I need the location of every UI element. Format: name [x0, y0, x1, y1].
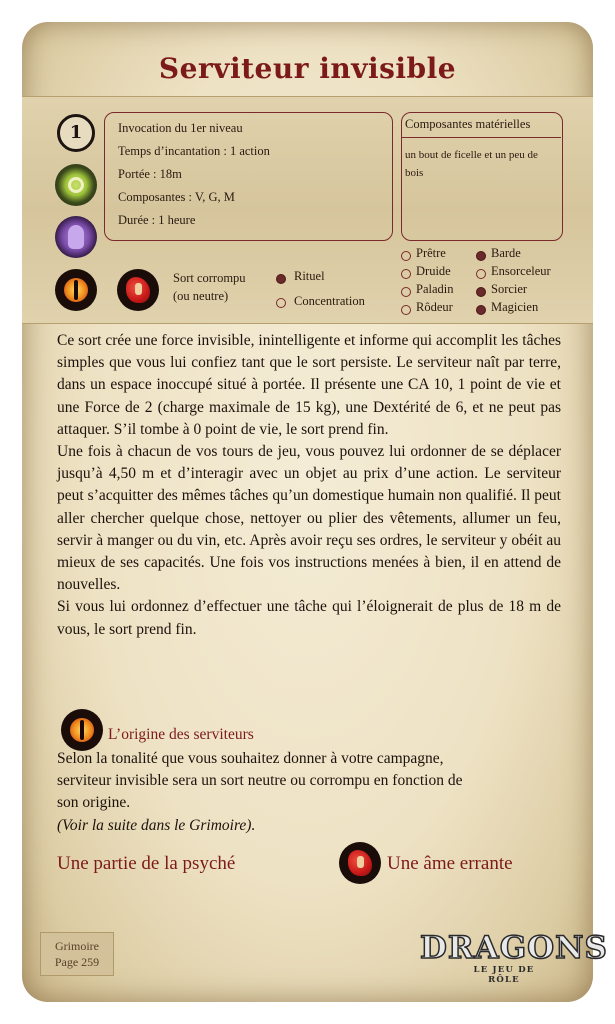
neutral-hand-icon	[117, 269, 159, 311]
class-label-magicien: Magicien	[491, 300, 539, 314]
class-dot-druide	[401, 269, 411, 279]
origin-title: L’origine des serviteurs	[108, 726, 254, 743]
spell-title: Serviteur invisible	[158, 52, 457, 85]
description-paragraph: Ce sort crée une force invisible, inintelligente et informe qui accomplit les tâches simples que vous lui confiez tant que le sort persiste. Le serviteur naît par terre, dans un espace inoccupé situé à portée. Il présente une CA 10, 1 point de vie et une Force de 2 (charge maximale de 15 kg), une Dextérité de 6, et ne peut pas attaquer. S’il tombe à 0 point de vie, le sort prend fin.	[57, 332, 561, 438]
class-label-rodeur: Rôdeur	[416, 300, 453, 314]
origin-note: (Voir la suite dans le Grimoire).	[57, 816, 256, 834]
class-label-barde: Barde	[491, 246, 521, 260]
school-level: Invocation du 1er niveau	[118, 121, 243, 135]
grimoire-reference	[40, 932, 114, 976]
origin-text	[57, 748, 477, 837]
class-dot-rodeur	[401, 305, 411, 315]
errant-soul-icon	[339, 842, 381, 884]
class-label-druide: Druide	[416, 264, 451, 278]
material-title: Composantes matérielles	[405, 117, 531, 131]
class-dot-barde	[476, 251, 486, 261]
level-badge: 1	[57, 114, 95, 152]
corrupt-eye-icon	[55, 269, 97, 311]
origin-body: Selon la tonalité que vous souhaitez donner à votre campagne, serviteur invisible sera un sort neutre ou corrompu en fonction de son origine.	[57, 750, 463, 812]
class-label-paladin: Paladin	[416, 282, 454, 296]
class-dot-magicien	[476, 305, 486, 315]
material-text: un bout de ficelle et un peu de bois	[405, 149, 538, 179]
description-paragraph: Une fois à chacun de vos tours de jeu, vous pouvez lui ordonner de se déplacer jusqu’à 4,50 m et d’interagir avec un objet au prix d’une action. Le serviteur peut s’acquitter des mêmes tâches qu’un domestique humain non qualifié. Il peut aller chercher quelque chose, nettoyer ou plier des vêtements, allumer un feu, servir à manger ou du vin, etc. Après avoir reçu ses ordres, le serviteur y obéit au mieux de ses capacités. Une fois vos instructions menées à bien, il en attend de nouvelles.	[57, 443, 561, 594]
ritual-dot	[276, 274, 286, 284]
class-dot-paladin	[401, 287, 411, 297]
class-dot-ensorceleur	[476, 269, 486, 279]
logo-main-text: DRAGONS	[420, 930, 608, 966]
corrupt-origin-label: Une âme errante	[387, 853, 513, 874]
components: Composantes : V, G, M	[118, 190, 235, 204]
duration: Durée : 1 heure	[118, 213, 196, 227]
class-dot-sorcier	[476, 287, 486, 297]
class-label-pretre: Prêtre	[416, 246, 446, 260]
class-dot-pretre	[401, 251, 411, 261]
casting-time: Temps d’incantation : 1 action	[118, 144, 270, 158]
spell-description	[57, 330, 561, 641]
origin-eye-icon	[61, 709, 103, 751]
corrupt-label: Sort corrompu	[173, 271, 246, 285]
corrupt-sub-label: (ou neutre)	[173, 289, 229, 303]
logo-sub-text: LE JEU DE RÔLE	[473, 965, 535, 985]
concentration-label: Concentration	[294, 294, 365, 308]
material-divider	[401, 137, 561, 138]
concentration-dot	[276, 298, 286, 308]
range: Portée : 18m	[118, 167, 182, 181]
class-label-sorcier: Sorcier	[491, 282, 528, 296]
grimoire-label: Grimoire	[55, 939, 99, 953]
dragons-logo	[420, 930, 608, 985]
grimoire-page: Page 259	[54, 955, 100, 969]
ritual-label: Rituel	[294, 269, 325, 283]
description-paragraph: Si vous lui ordonnez d’effectuer une tâche qui l’éloignerait de plus de 18 m de vous, le sort prend fin.	[57, 598, 561, 638]
invocation-school-icon	[55, 164, 97, 206]
class-label-ensorceleur: Ensorceleur	[491, 264, 551, 278]
servant-icon	[55, 216, 97, 258]
neutral-origin-label: Une partie de la psyché	[57, 853, 236, 874]
